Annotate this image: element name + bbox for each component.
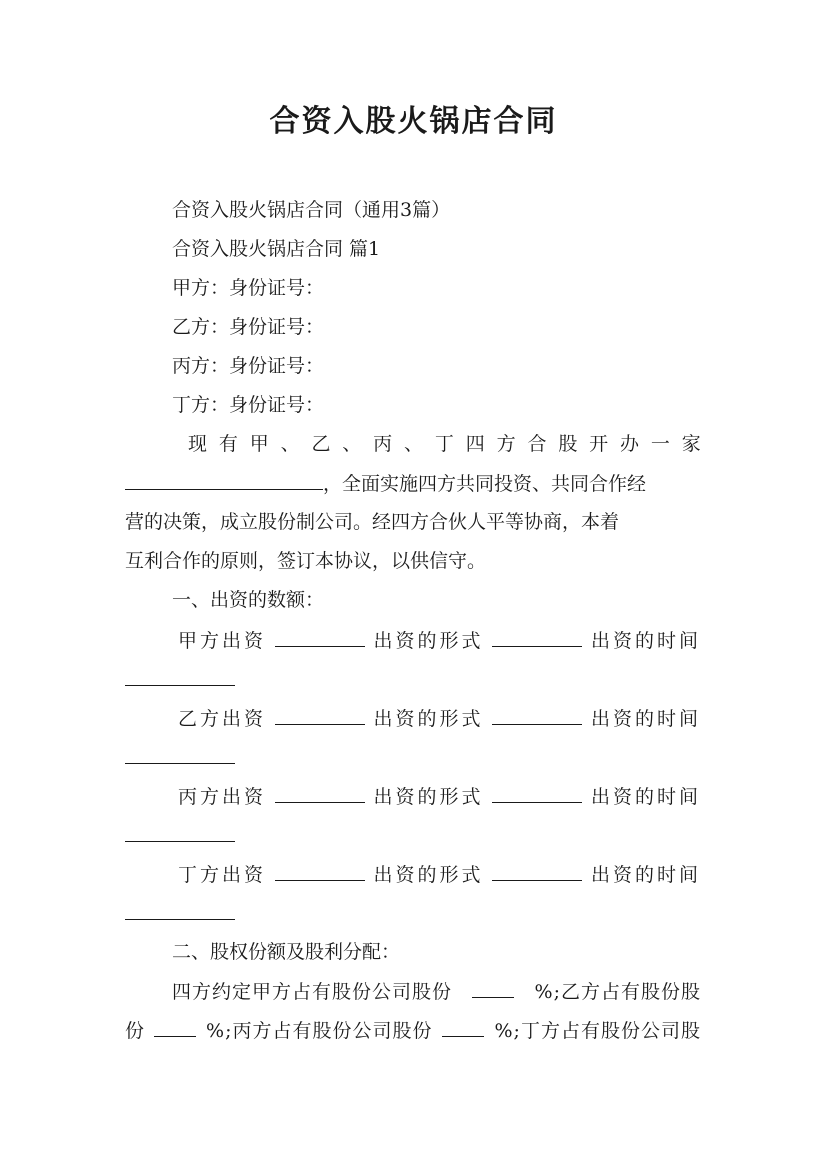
contribution-row-bing — [178, 782, 701, 810]
contribution-time-label: 出资的时间 — [590, 708, 701, 730]
shares-text: %;乙方占有股份股 — [534, 981, 701, 1003]
document-subtitle: 合资入股火锅店合同（通用3篇） — [172, 199, 451, 221]
contribution-party: 丙方出资 — [178, 786, 267, 808]
section-heading: 合资入股火锅店合同 篇1 — [172, 238, 381, 260]
intro-char: 合 — [527, 433, 547, 455]
intro-char: 办 — [620, 433, 640, 455]
clause-1-heading: 一、出资的数额： — [172, 589, 325, 611]
contribution-form-label: 出资的形式 — [373, 786, 484, 808]
amount-blank — [275, 782, 365, 803]
time-blank — [125, 743, 235, 764]
shares-text: %;丙方占有股份公司股份 — [206, 1020, 433, 1042]
time-blank — [125, 899, 235, 920]
intro-line-4: 互利合作的原则，签订本协议，以供信守。 — [125, 550, 487, 572]
contribution-form-label: 出资的形式 — [373, 708, 484, 730]
party-ding-line: 丁方：身份证号： — [172, 394, 325, 416]
contribution-party: 甲方出资 — [178, 630, 267, 652]
shares-line-2 — [125, 1016, 701, 1044]
intro-char: 乙 — [311, 433, 331, 455]
intro-char: 四 — [465, 433, 485, 455]
amount-blank — [275, 626, 365, 647]
contribution-time-label: 出资的时间 — [590, 786, 701, 808]
intro-char: 、 — [280, 433, 300, 455]
contribution-time-label: 出资的时间 — [590, 630, 701, 652]
time-blank-row — [125, 743, 701, 771]
party-jia-line: 甲方：身份证号： — [172, 277, 325, 299]
contribution-row-ding — [178, 860, 701, 888]
time-blank-row — [125, 821, 701, 849]
intro-char: 方 — [496, 433, 516, 455]
contribution-form-label: 出资的形式 — [373, 864, 484, 886]
intro-char: 股 — [558, 433, 578, 455]
time-blank-row — [125, 899, 701, 927]
intro-line-3: 营的决策，成立股份制公司。经四方合伙人平等协商，本着 — [125, 511, 620, 533]
contribution-party: 乙方出资 — [178, 708, 267, 730]
contribution-party: 丁方出资 — [178, 864, 267, 886]
shares-text: 份 — [125, 1020, 145, 1042]
share-percent-blank — [154, 1016, 196, 1037]
party-yi-line: 乙方：身份证号： — [172, 316, 325, 338]
amount-blank — [275, 704, 365, 725]
clause-2-heading: 二、股权份额及股利分配： — [172, 941, 401, 963]
shares-line-1 — [172, 977, 701, 1005]
share-percent-blank — [442, 1016, 484, 1037]
shares-text: %;丁方占有股份公司股 — [494, 1020, 701, 1042]
form-blank — [492, 704, 582, 725]
amount-blank — [275, 860, 365, 881]
company-name-blank — [125, 469, 323, 490]
intro-char: 、 — [404, 433, 424, 455]
time-blank — [125, 821, 235, 842]
form-blank — [492, 626, 582, 647]
shares-text: 四方约定甲方占有股份公司股份 — [172, 981, 453, 1003]
form-blank — [492, 782, 582, 803]
contribution-time-label: 出资的时间 — [590, 864, 701, 886]
document-title: 合资入股火锅店合同 — [269, 104, 558, 139]
intro-char: 甲 — [249, 433, 269, 455]
intro-line-2 — [125, 469, 701, 497]
intro-char: 、 — [342, 433, 362, 455]
intro-char: 一 — [650, 433, 670, 455]
share-percent-blank — [472, 977, 514, 998]
intro-char: 现 — [188, 433, 208, 455]
time-blank — [125, 665, 235, 686]
contribution-row-yi — [178, 704, 701, 732]
intro-line-2-text: ，全面实施四方共同投资、共同合作经 — [323, 473, 647, 495]
intro-char: 有 — [218, 433, 238, 455]
form-blank — [492, 860, 582, 881]
intro-char: 家 — [681, 433, 701, 455]
intro-char: 开 — [589, 433, 609, 455]
intro-char: 丁 — [434, 433, 454, 455]
contribution-row-jia — [178, 626, 701, 654]
contribution-form-label: 出资的形式 — [373, 630, 484, 652]
intro-char: 丙 — [373, 433, 393, 455]
time-blank-row — [125, 665, 701, 693]
intro-line-1 — [188, 430, 701, 458]
party-bing-line: 丙方：身份证号： — [172, 355, 325, 377]
